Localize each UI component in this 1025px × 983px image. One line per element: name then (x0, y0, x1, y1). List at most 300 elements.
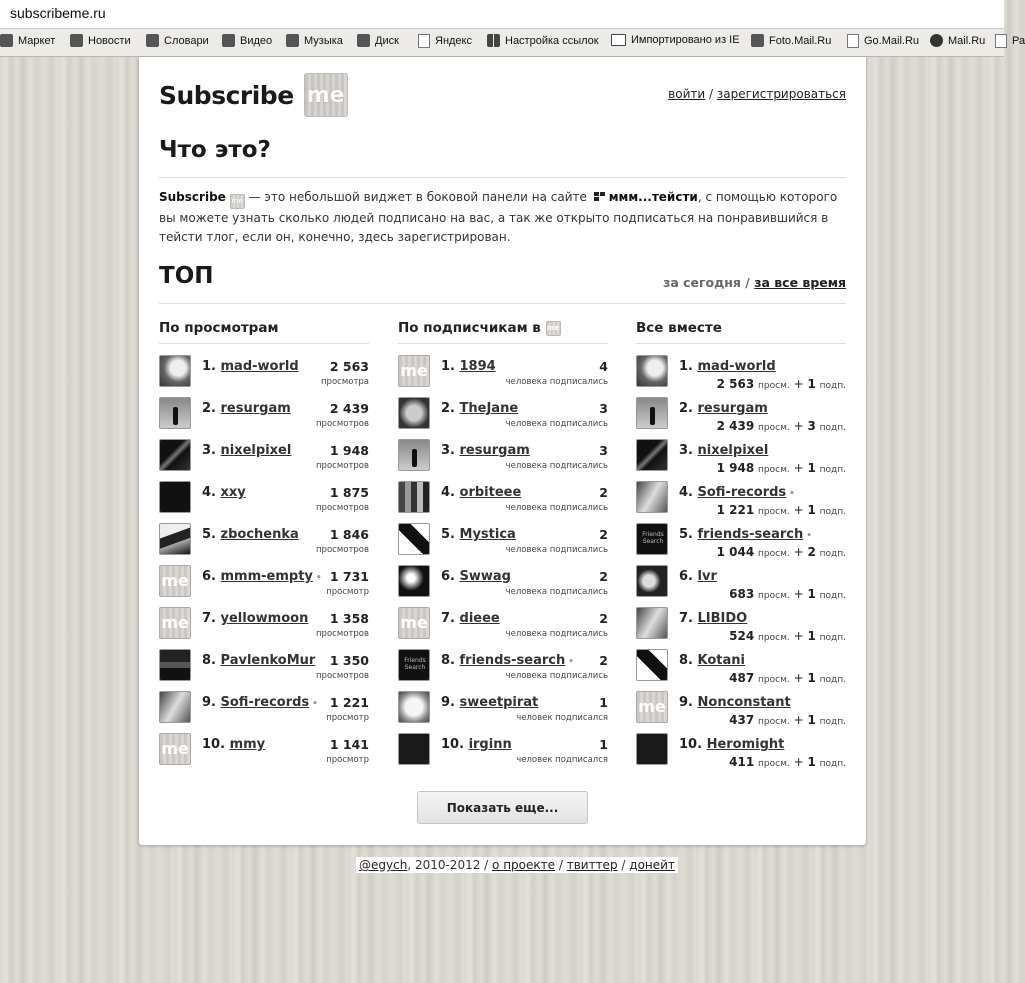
bookmark-item[interactable] (70, 34, 131, 47)
bookmarks-bar (0, 29, 1025, 57)
plus-sign: + (793, 377, 804, 391)
period-today[interactable]: за сегодня (663, 275, 741, 290)
plus-sign: + (793, 461, 804, 475)
tasty-logo-icon (594, 192, 606, 201)
list-item (636, 395, 846, 437)
list-item (636, 353, 846, 395)
news-icon (70, 34, 83, 47)
views-unit: просм. (758, 759, 790, 769)
rank-number: 3. (202, 443, 216, 458)
divider (159, 303, 846, 304)
list-item (159, 479, 369, 521)
rank-entry (441, 485, 521, 500)
stat-unit: просмотра (321, 377, 369, 387)
bookmark-label: Новости (88, 34, 131, 47)
list-item (636, 521, 846, 563)
list-item (636, 479, 846, 521)
online-dot: • (568, 657, 575, 667)
page-icon (847, 34, 859, 48)
bookmark-label: Go.Mail.Ru (864, 35, 920, 47)
user-avatar[interactable] (159, 481, 191, 513)
top-title: ТОП (159, 263, 214, 289)
user-avatar[interactable] (398, 481, 430, 513)
stat-value: 4 (599, 359, 608, 374)
default-avatar[interactable]: me (159, 565, 191, 597)
rank-entry (679, 737, 784, 752)
rank-entry (441, 569, 511, 584)
footer-donate-link[interactable]: донейт (629, 858, 675, 872)
stat-unit: просмотров (316, 671, 369, 681)
user-avatar[interactable] (636, 607, 668, 639)
rank-number: 10. (202, 737, 226, 752)
rank-number: 4. (441, 485, 455, 500)
views-unit: просм. (758, 465, 790, 475)
online-dot: • (806, 531, 813, 541)
default-avatar[interactable]: me (159, 733, 191, 765)
username-link[interactable]: resurgam (220, 401, 291, 416)
about-site: ммм...тейсти (608, 190, 698, 204)
user-avatar[interactable] (636, 649, 668, 681)
username-link[interactable]: mmy (229, 737, 266, 752)
list-item (636, 731, 846, 773)
views-count: 683 (729, 587, 755, 601)
rank-number: 5. (679, 527, 693, 542)
list-item (159, 731, 369, 773)
logo-badge: me (304, 73, 348, 117)
username-link[interactable]: Swwag (459, 569, 511, 584)
stat-value: 3 (599, 401, 608, 416)
rank-number: 2. (441, 401, 455, 416)
rank-number: 3. (679, 443, 693, 458)
combined-stat (729, 587, 846, 601)
rank-entry (202, 611, 308, 626)
rank-entry (679, 611, 747, 626)
rank-entry (679, 401, 768, 416)
stat-unit: просмотров (316, 629, 369, 639)
list-item (159, 605, 369, 647)
subs-count: 3 (807, 419, 816, 433)
views-unit: просм. (758, 381, 790, 391)
list-item (398, 353, 608, 395)
list-item (398, 605, 608, 647)
subs-unit: подп. (819, 423, 846, 433)
views-count: 524 (729, 629, 755, 643)
rank-entry (679, 527, 812, 542)
footer-about-link[interactable]: о проекте (492, 858, 556, 872)
logo-text: Subscribe (159, 80, 294, 110)
rank-entry (202, 653, 315, 668)
username-link[interactable]: TheJane (459, 401, 519, 416)
column-title-views: По просмотрам (159, 320, 279, 336)
user-avatar[interactable] (636, 565, 668, 597)
bookmark-label: Настройка ссылок (505, 34, 599, 47)
username-link[interactable]: PavlenkoMur (220, 653, 316, 668)
username-link[interactable]: irginn (468, 737, 512, 752)
bookmark-item[interactable] (146, 34, 209, 47)
combined-stat (717, 419, 846, 433)
rank-number: 2. (202, 401, 216, 416)
subs-count: 1 (807, 587, 816, 601)
stat-value: 2 (599, 527, 608, 542)
rank-number: 9. (202, 695, 216, 710)
plus-sign: + (793, 713, 804, 727)
combined-stat (729, 671, 846, 685)
bookmark-label: Словари (164, 34, 209, 47)
rank-entry (202, 401, 291, 416)
register-link[interactable]: зарегистрироваться (716, 87, 846, 101)
bookmark-label: Яндекс (435, 35, 472, 47)
user-avatar[interactable] (398, 649, 430, 681)
bookmark-label: Музыка (304, 34, 343, 47)
rank-number: 3. (441, 443, 455, 458)
stat-unit: просмотров (316, 419, 369, 429)
user-avatar[interactable] (159, 691, 191, 723)
combined-stat (717, 461, 846, 475)
stat-unit: человека подписались (505, 419, 608, 429)
user-avatar[interactable] (398, 691, 430, 723)
stat-unit: просмотр (326, 755, 369, 765)
list-item (636, 437, 846, 479)
list-item (636, 689, 846, 731)
bookmark-label: Ра (1012, 35, 1025, 47)
username-link[interactable]: Mystica (459, 527, 516, 542)
logo[interactable] (159, 73, 348, 117)
rank-number: 6. (441, 569, 455, 584)
list-item (398, 563, 608, 605)
bookmark-item[interactable] (847, 34, 919, 48)
rank-entry (441, 737, 512, 752)
views-count: 2 439 (716, 419, 755, 433)
rank-entry (679, 359, 776, 374)
rank-number: 8. (679, 653, 693, 668)
rank-entry (441, 527, 516, 542)
about-text-2: , с помощью которого вы можете узнать сколько людей подписано на вас, а так же открыто подписаться на понравившийся в тейсти тлог, если он, конечно, здесь зарегистрирован. (159, 190, 838, 244)
stat-unit: человека подписались (505, 671, 608, 681)
show-more-button[interactable]: Показать еще... (417, 791, 588, 824)
bookmark-item[interactable] (487, 34, 599, 47)
list-item (398, 521, 608, 563)
user-avatar[interactable] (159, 397, 191, 429)
username-link[interactable]: friends-search (697, 527, 804, 542)
list-item (159, 647, 369, 689)
address-text[interactable]: subscribeme.ru (10, 5, 106, 21)
username-link[interactable]: Sofi-records (697, 485, 787, 500)
default-avatar[interactable]: me (636, 691, 668, 723)
bookmark-label: Mail.Ru (948, 34, 986, 47)
username-link[interactable]: resurgam (459, 443, 530, 458)
user-avatar[interactable] (398, 565, 430, 597)
me-badge-icon: me (546, 321, 561, 336)
rank-number: 6. (202, 569, 216, 584)
bookmark-item[interactable] (751, 34, 831, 47)
bookmark-label: Маркет (18, 34, 56, 47)
subs-count: 1 (807, 713, 816, 727)
video-icon (222, 34, 235, 47)
rank-entry (202, 569, 322, 584)
column-title-subscribers-text: По подписчикам в (398, 320, 541, 336)
list-item (159, 353, 369, 395)
user-avatar[interactable] (398, 439, 430, 471)
rank-number: 1. (202, 359, 216, 374)
divider (159, 177, 846, 178)
user-avatar[interactable] (636, 397, 668, 429)
rank-number: 4. (202, 485, 216, 500)
subs-unit: подп. (819, 633, 846, 643)
combined-stat (729, 713, 846, 727)
bookmark-item[interactable] (0, 34, 55, 47)
stat-value: 1 948 (329, 443, 369, 458)
list-item (398, 395, 608, 437)
stat-unit: просмотров (316, 461, 369, 471)
rank-entry (202, 737, 265, 752)
windows-icon (487, 34, 500, 47)
user-avatar[interactable] (159, 649, 191, 681)
rank-number: 8. (441, 653, 455, 668)
rank-entry (679, 485, 795, 500)
bookmark-item[interactable] (611, 34, 740, 46)
stat-unit: просмотр (326, 713, 369, 723)
bookmark-label: Foto.Mail.Ru (769, 34, 832, 47)
user-avatar[interactable] (636, 355, 668, 387)
views-unit: просм. (758, 423, 790, 433)
rank-number: 10. (679, 737, 703, 752)
plus-sign: + (793, 629, 804, 643)
stat-value: 1 141 (329, 737, 369, 752)
stat-unit: человека подписались (505, 545, 608, 555)
subs-count: 1 (807, 377, 816, 391)
user-avatar[interactable] (398, 397, 430, 429)
online-dot: • (312, 699, 318, 709)
subs-unit: подп. (819, 759, 846, 769)
rank-entry (679, 653, 745, 668)
username-link[interactable]: LIBIDO (697, 611, 748, 626)
default-avatar[interactable]: me (159, 607, 191, 639)
online-dot: • (315, 573, 322, 583)
auth-separator: / (709, 87, 714, 101)
rank-number: 6. (679, 569, 693, 584)
about-title: Что это? (159, 137, 271, 163)
combined-stat (729, 755, 846, 769)
rank-entry (441, 653, 574, 668)
stat-value: 1 731 (329, 569, 369, 584)
rank-number: 1. (679, 359, 693, 374)
disk-icon (357, 34, 370, 47)
divider (636, 343, 846, 344)
list-item (398, 731, 608, 773)
rank-entry (441, 611, 500, 626)
subs-unit: подп. (819, 675, 846, 685)
username-link[interactable]: nixelpixel (697, 443, 769, 458)
dictionary-icon (146, 34, 159, 47)
username-link[interactable]: mad-world (697, 359, 776, 374)
column-views (159, 317, 369, 773)
bookmark-item[interactable] (222, 34, 272, 47)
bookmark-item[interactable] (995, 34, 1025, 48)
username-link[interactable]: mad-world (220, 359, 299, 374)
user-avatar[interactable] (159, 523, 191, 555)
footer-author-link[interactable]: @egych (359, 858, 408, 872)
bookmark-item[interactable] (418, 34, 472, 48)
subs-unit: подп. (819, 591, 846, 601)
username-link[interactable]: nixelpixel (220, 443, 292, 458)
about-brand: Subscribe (159, 190, 226, 204)
views-unit: просм. (758, 675, 790, 685)
rank-entry (202, 527, 299, 542)
column-subscribers (398, 317, 608, 773)
rank-number: 5. (441, 527, 455, 542)
views-count: 437 (729, 713, 755, 727)
rank-entry (202, 359, 299, 374)
list-item (398, 437, 608, 479)
footer-twitter-link[interactable]: твиттер (566, 858, 618, 872)
combined-stat (717, 545, 846, 559)
views-unit: просм. (758, 633, 790, 643)
stat-value: 2 (599, 653, 608, 668)
subs-unit: подп. (819, 381, 846, 391)
stat-value: 2 563 (329, 359, 369, 374)
username-link[interactable]: yellowmoon (220, 611, 309, 626)
list-item (159, 395, 369, 437)
default-avatar[interactable]: me (398, 355, 430, 387)
stat-unit: просмотров (316, 503, 369, 513)
username-link[interactable]: Kotani (697, 653, 745, 668)
username-link[interactable]: mmm-empty (220, 569, 313, 584)
stat-value: 2 (599, 611, 608, 626)
list-item (159, 521, 369, 563)
views-count: 1 948 (716, 461, 755, 475)
address-bar[interactable] (0, 0, 1004, 29)
auth-links (668, 87, 846, 101)
bookmark-label: Импортировано из IE (631, 34, 740, 46)
username-link[interactable]: zbochenka (220, 527, 299, 542)
stat-value: 2 (599, 485, 608, 500)
stat-value: 2 (599, 569, 608, 584)
stat-unit: человек подписался (516, 755, 608, 765)
username-link[interactable]: 1894 (459, 359, 496, 374)
plus-sign: + (793, 671, 804, 685)
stat-value: 3 (599, 443, 608, 458)
views-count: 411 (729, 755, 755, 769)
music-icon (286, 34, 299, 47)
footer (356, 857, 678, 873)
user-avatar[interactable] (398, 523, 430, 555)
user-avatar[interactable] (159, 439, 191, 471)
rank-entry (202, 485, 246, 500)
stat-unit: человека подписались (505, 461, 608, 471)
user-avatar[interactable] (159, 355, 191, 387)
page-icon (995, 34, 1007, 48)
stat-value: 1 (599, 695, 608, 710)
subs-count: 1 (807, 671, 816, 685)
plus-sign: + (793, 755, 804, 769)
user-avatar[interactable] (398, 733, 430, 765)
main-panel (139, 57, 866, 845)
rank-entry (441, 443, 530, 458)
username-link[interactable]: friends-search (459, 653, 566, 668)
bookmark-item[interactable] (286, 34, 343, 47)
username-link[interactable]: Sofi-records (220, 695, 310, 710)
stat-unit: человека подписались (505, 503, 608, 513)
column-title-subscribers (398, 317, 608, 339)
subs-unit: подп. (819, 717, 846, 727)
bookmark-label: Диск (375, 34, 399, 47)
subs-count: 1 (807, 629, 816, 643)
rank-entry (202, 443, 291, 458)
user-avatar[interactable] (636, 733, 668, 765)
subs-unit: подп. (819, 465, 846, 475)
user-avatar[interactable] (636, 523, 668, 555)
rank-entry (441, 359, 496, 374)
list-item (398, 479, 608, 521)
username-link[interactable]: sweetpirat (459, 695, 539, 710)
at-icon (930, 34, 943, 47)
views-unit: просм. (758, 591, 790, 601)
column-all (636, 317, 846, 773)
rank-entry (441, 695, 538, 710)
list-item (159, 689, 369, 731)
plus-sign: + (793, 419, 804, 433)
username-link[interactable]: Nonconstant (697, 695, 791, 710)
stat-unit: человека подписались (505, 377, 608, 387)
user-avatar[interactable] (636, 481, 668, 513)
username-link[interactable]: resurgam (697, 401, 768, 416)
bookmark-label: Видео (240, 34, 273, 47)
rank-number: 7. (202, 611, 216, 626)
username-link[interactable]: dieee (459, 611, 500, 626)
bookmark-item[interactable] (930, 34, 985, 47)
rank-entry (679, 695, 791, 710)
bookmark-item[interactable] (357, 34, 399, 47)
stat-unit: просмотров (316, 545, 369, 555)
rank-number: 7. (679, 611, 693, 626)
list-item (398, 689, 608, 731)
list-item (159, 437, 369, 479)
username-link[interactable]: orbiteee (459, 485, 522, 500)
me-badge-icon: me (230, 194, 245, 209)
market-icon (0, 34, 13, 47)
username-link[interactable]: lvr (697, 569, 717, 584)
page-icon (418, 34, 430, 48)
rank-number: 9. (441, 695, 455, 710)
subs-unit: подп. (819, 507, 846, 517)
subs-count: 1 (807, 461, 816, 475)
stat-value: 1 (599, 737, 608, 752)
plus-sign: + (793, 503, 804, 517)
list-item (159, 563, 369, 605)
rank-number: 4. (679, 485, 693, 500)
rank-number: 7. (441, 611, 455, 626)
stat-value: 1 221 (329, 695, 369, 710)
stat-unit: человека подписались (505, 587, 608, 597)
username-link[interactable]: Heromight (706, 737, 785, 752)
default-avatar[interactable]: me (398, 607, 430, 639)
user-avatar[interactable] (636, 439, 668, 471)
login-link[interactable]: войти (668, 87, 706, 101)
username-link[interactable]: xxy (220, 485, 246, 500)
rank-number: 1. (441, 359, 455, 374)
rank-entry (679, 569, 717, 584)
rank-entry (202, 695, 318, 710)
stat-unit: человек подписался (516, 713, 608, 723)
period-all-time[interactable]: за все время (754, 275, 846, 290)
divider (398, 343, 608, 344)
rank-number: 5. (202, 527, 216, 542)
rank-entry (679, 443, 768, 458)
period-separator: / (745, 275, 750, 290)
list-item (636, 563, 846, 605)
column-title-all: Все вместе (636, 320, 722, 336)
stat-value: 1 875 (329, 485, 369, 500)
